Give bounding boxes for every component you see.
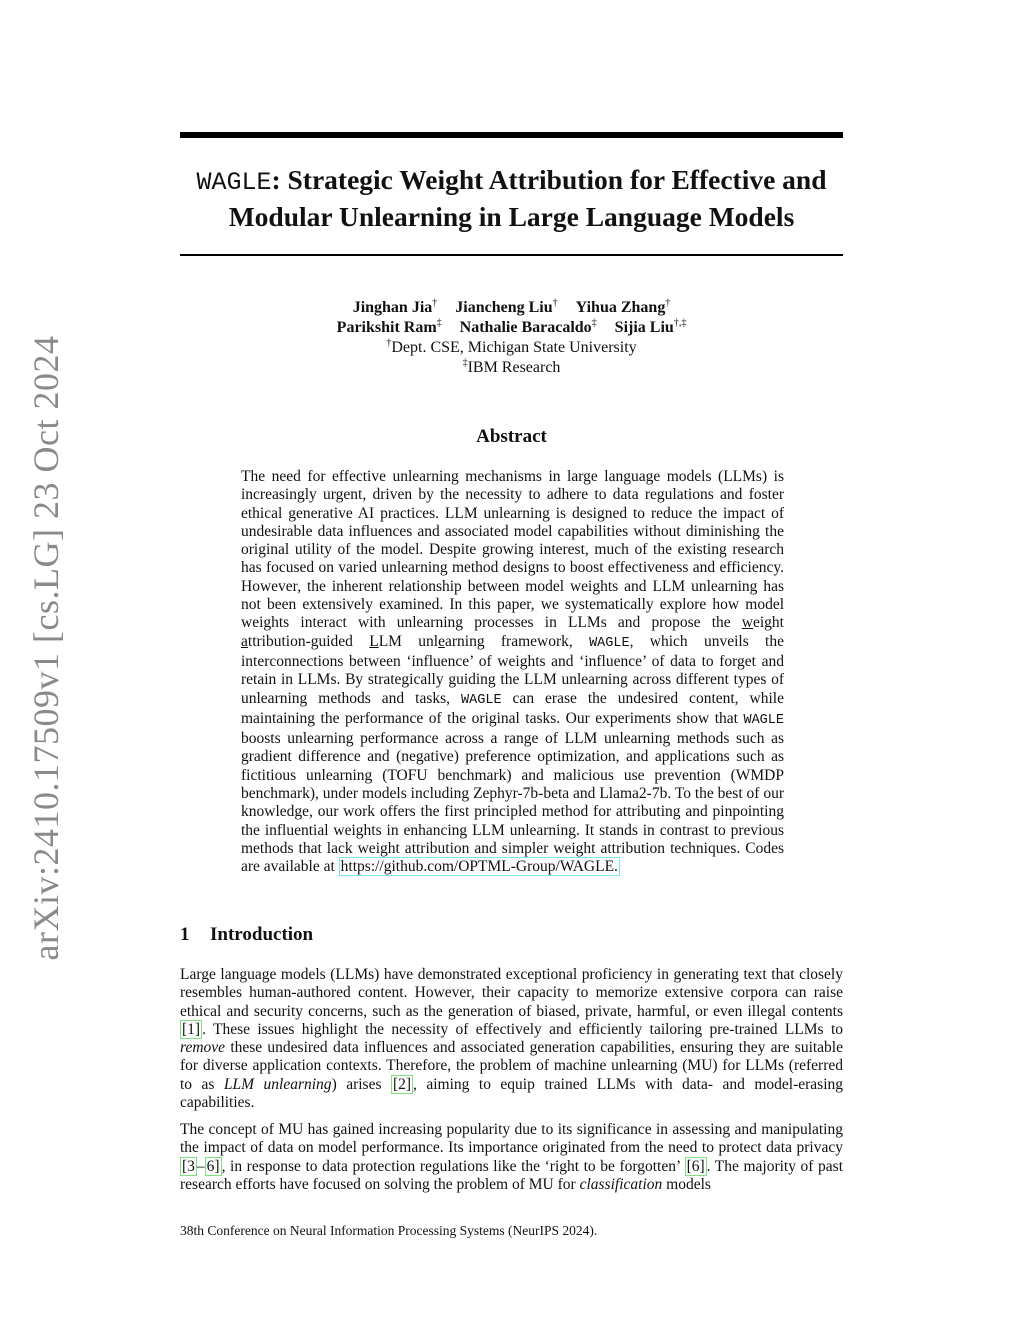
- title-rule-top: [180, 132, 843, 138]
- abstract-part: The need for effective unlearning mechanisms in large language models (LLMs) is increasingly urgent, driven by the necessity to adhere to data regulations and foster ethical generative AI practices. LLM unlearning is designed to reduce the impact of undesirable data influences and associated model capabilities without diminishing the original utility of the model. Despite growing interest, much of the existing research has focused on varied unlearning method designs to boost effectiveness and efficiency. However, the inherent relationship between model weights and LLM unlearning has not been extensively examined. In this paper, we systematically explore how model weights interact with unlearning processes in LLMs and propose the: [241, 468, 784, 632]
- code-link[interactable]: https://github.com/OPTML-Group/WAGLE.: [340, 858, 618, 876]
- paragraph-text: these undesired data influences and associated generation capabilities, ensuring they are suitable for diverse application contexts. Therefore, the problem of machine unlearning (MU) for LLMs (referred to as: [180, 1039, 843, 1093]
- author-name: Yihua Zhang: [575, 299, 666, 316]
- citation-link[interactable]: [3: [182, 1157, 195, 1175]
- citation-link[interactable]: [2]: [392, 1075, 412, 1093]
- intro-paragraph-1: [180, 966, 843, 1112]
- abstract-part: can erase the undesired content, while maintaining the performance of the original tasks. Our experiments show that: [241, 689, 784, 727]
- framework-name-part: uided: [318, 632, 370, 650]
- framework-acronym-letter: w: [741, 614, 753, 632]
- author-mark: †: [432, 297, 438, 309]
- title-acronym: WAGLE: [196, 168, 272, 197]
- title-line-2: Modular Unlearning in Large Language Models: [228, 201, 795, 232]
- conference-footer: 38th Conference on Neural Information Processing Systems (NeurIPS 2024).: [180, 1223, 598, 1238]
- framework-acronym-letter: e: [438, 632, 445, 650]
- paper-title: [180, 163, 843, 234]
- method-acronym: WAGLE: [589, 635, 630, 651]
- author-mark: ‡: [591, 317, 597, 329]
- author-mark: ‡: [436, 317, 442, 329]
- author-mark: †: [552, 297, 558, 309]
- paragraph-text: . These issues highlight the necessity of effectively and efficiently tailoring pre-trained LLMs to: [202, 1020, 843, 1038]
- section-title: Introduction: [210, 924, 314, 945]
- author-name: Parikshit Ram: [336, 319, 437, 336]
- citation-link[interactable]: 6]: [206, 1157, 220, 1175]
- author-name: Nathalie Baracaldo: [459, 319, 592, 336]
- method-acronym: WAGLE: [743, 712, 784, 728]
- section-number: 1: [180, 924, 190, 945]
- title-line-1-rest: : Strategic Weight Attribution for Effective and: [271, 164, 827, 195]
- framework-acronym-letter: g: [310, 632, 319, 650]
- author-block: [180, 298, 843, 378]
- emphasis-text: remove: [180, 1039, 226, 1057]
- affiliation-mark: †: [386, 337, 392, 349]
- paragraph-text: The concept of MU has gained increasing popularity due to its significance in assessing and manipulating the impact of data on model performance. Its importance originated from the need to protect data privacy: [180, 1121, 843, 1157]
- affiliation-1: [180, 338, 843, 358]
- author-name: Jinghan Jia: [352, 299, 433, 316]
- framework-name-part: ttribution-: [247, 632, 311, 650]
- affiliation-text: Dept. CSE, Michigan State University: [391, 339, 637, 356]
- affiliation-mark: ‡: [462, 357, 468, 369]
- paragraph-text: Large language models (LLMs) have demonstrated exceptional proficiency in generating text that closely resembles human-authored content. However, their capacity to memorize extensive corpora can raise ethical and security concerns, such as the generation of biased, private, harmful, or even illegal contents: [180, 966, 843, 1020]
- framework-name-part: eight: [753, 614, 784, 632]
- arxiv-stamp: arXiv:2410.17509v1 [cs.LG] 23 Oct 2024: [26, 335, 66, 961]
- method-acronym: WAGLE: [461, 692, 502, 708]
- abstract-part: boosts unlearning performance across a range of LLM unlearning methods such as gradient difference and (negative) preference optimization, and applications such as fictitious unlearning (TOFU benchmark) and malicious use prevention (WMDP benchmark), under models including Zephyr-7b-beta and Llama2-7b. To the best of our knowledge, our work offers the first principled method for attributing and pinpointing the influential weights in enhancing LLM unlearning. It stands in contrast to previous methods that lack weight attribution and simpler weight attribution techniques. Codes are available at: [241, 730, 784, 876]
- framework-name-part: LM unl: [378, 632, 439, 650]
- author-row-2: [180, 318, 843, 338]
- emphasis-text: classification: [579, 1175, 663, 1193]
- abstract-heading: Abstract: [476, 426, 547, 447]
- paragraph-text: , in response to data protection regulations like the ‘right to be forgotten’: [221, 1157, 685, 1175]
- author-mark: †,‡: [673, 317, 687, 329]
- section-heading: [180, 924, 843, 946]
- abstract-part: , which unveils the interconnections between ‘influence’ of weights and ‘influence’ of data to forget and retain in LLMs. By strategically guiding the LLM unlearning across different types of unlearning methods and tasks,: [241, 632, 784, 707]
- framework-name-part: arning framework,: [444, 632, 573, 650]
- paragraph-text: , aiming to equip trained LLMs with data- and model-erasing capabilities.: [180, 1075, 844, 1112]
- citation-link[interactable]: [1]: [182, 1020, 201, 1038]
- paragraph-text: ) arises: [331, 1075, 391, 1093]
- author-mark: †: [665, 297, 671, 309]
- framework-acronym-letter: a: [241, 632, 248, 650]
- author-name: Sijia Liu: [614, 319, 674, 336]
- author-name: Jiancheng Liu: [455, 299, 553, 316]
- affiliation-text: IBM Research: [467, 359, 561, 376]
- title-rule-bottom: [180, 254, 843, 256]
- abstract-text: [241, 468, 784, 877]
- emphasis-text: LLM unlearning: [223, 1075, 332, 1093]
- intro-paragraph-2: [180, 1121, 843, 1194]
- affiliation-2: [180, 358, 843, 378]
- framework-acronym-letter: L: [369, 632, 379, 650]
- author-row-1: [180, 298, 843, 318]
- citation-link[interactable]: [6]: [686, 1157, 705, 1175]
- paragraph-text: models: [662, 1175, 711, 1193]
- paragraph-text: . The majority of past research efforts have focused on solving the problem of MU for: [180, 1157, 843, 1193]
- citation-dash: –: [196, 1157, 205, 1175]
- title-line-1: [180, 163, 843, 200]
